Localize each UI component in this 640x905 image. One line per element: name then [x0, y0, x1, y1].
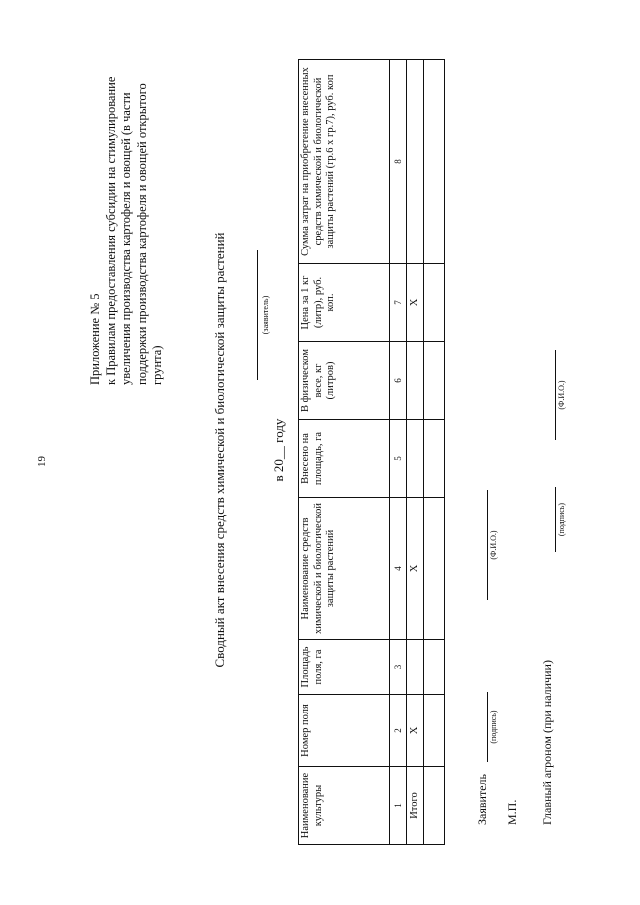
- header-cell: Наименование средств химической и биологической защиты растений: [299, 498, 390, 640]
- applicant-name-caption: (Ф.И.О.): [489, 530, 498, 560]
- header-cell: Площадь поля, га: [299, 640, 390, 695]
- applicant-caption: (заявитель): [261, 295, 270, 335]
- agronomist-label: Главный агроном (при наличии): [540, 660, 554, 825]
- header-cell: Наименование культуры: [299, 767, 390, 845]
- column-number: 6: [390, 342, 407, 420]
- total-cell: [407, 640, 424, 695]
- header-cell: Цена за 1 кг (литр), руб. коп.: [299, 264, 390, 342]
- blank-cell: [424, 264, 445, 342]
- appendix-text: к Правилам предоставления субсидии на стимулирование увеличения производства картофеля и овощей (в части поддержки производства картофеля и овощей открытого грунта): [103, 76, 164, 385]
- total-cell: Х: [407, 695, 424, 767]
- header-cell: Внесено на площадь, га: [299, 420, 390, 498]
- blank-cell: [424, 498, 445, 640]
- seal-label: М.П.: [505, 799, 519, 825]
- agronomist-name-caption: (Ф.И.О.): [557, 380, 566, 410]
- applicant-name-line: [487, 490, 488, 600]
- header-cell: Сумма затрат на приобретение внесенных средств химической и биологической защиты растений (гр.6 х гр.7), руб. коп: [299, 60, 390, 264]
- total-cell: [407, 420, 424, 498]
- applicant-label: Заявитель: [475, 774, 489, 825]
- blank-cell: [424, 342, 445, 420]
- year-text: в 20__ году: [271, 418, 286, 482]
- total-row: [407, 60, 424, 845]
- column-number: 2: [390, 695, 407, 767]
- column-number: 7: [390, 264, 407, 342]
- total-cell: [407, 60, 424, 264]
- blank-cell: [424, 695, 445, 767]
- agronomist-name-line: [555, 350, 556, 440]
- total-cell: Х: [407, 264, 424, 342]
- blank-cell: [424, 420, 445, 498]
- total-cell: Итого: [407, 767, 424, 845]
- table-header-row: [299, 60, 390, 845]
- total-cell: [407, 342, 424, 420]
- column-number: 5: [390, 420, 407, 498]
- column-number: 8: [390, 60, 407, 264]
- blank-cell: [424, 767, 445, 845]
- blank-cell: [424, 60, 445, 264]
- column-number-row: [390, 60, 407, 845]
- applicant-underline: [257, 250, 258, 380]
- header-cell: В физическом весе, кг (литров): [299, 342, 390, 420]
- document-title: Сводный акт внесения средств химической и биологической защиты растений: [212, 232, 227, 668]
- column-number: 3: [390, 640, 407, 695]
- page-number: 19: [36, 456, 48, 467]
- act-table: [298, 59, 445, 845]
- agronomist-signature-caption: (подпись): [557, 502, 566, 537]
- appendix-title: Приложение № 5: [88, 293, 102, 385]
- applicant-signature-caption: (подпись): [489, 710, 498, 744]
- column-number: 1: [390, 767, 407, 845]
- header-cell: Номер поля: [299, 695, 390, 767]
- blank-row: [424, 60, 445, 845]
- appendix-block: [88, 45, 166, 385]
- column-number: 4: [390, 498, 407, 640]
- blank-cell: [424, 640, 445, 695]
- applicant-signature-line: [487, 692, 488, 762]
- total-cell: Х: [407, 498, 424, 640]
- agronomist-signature-line: [555, 487, 556, 552]
